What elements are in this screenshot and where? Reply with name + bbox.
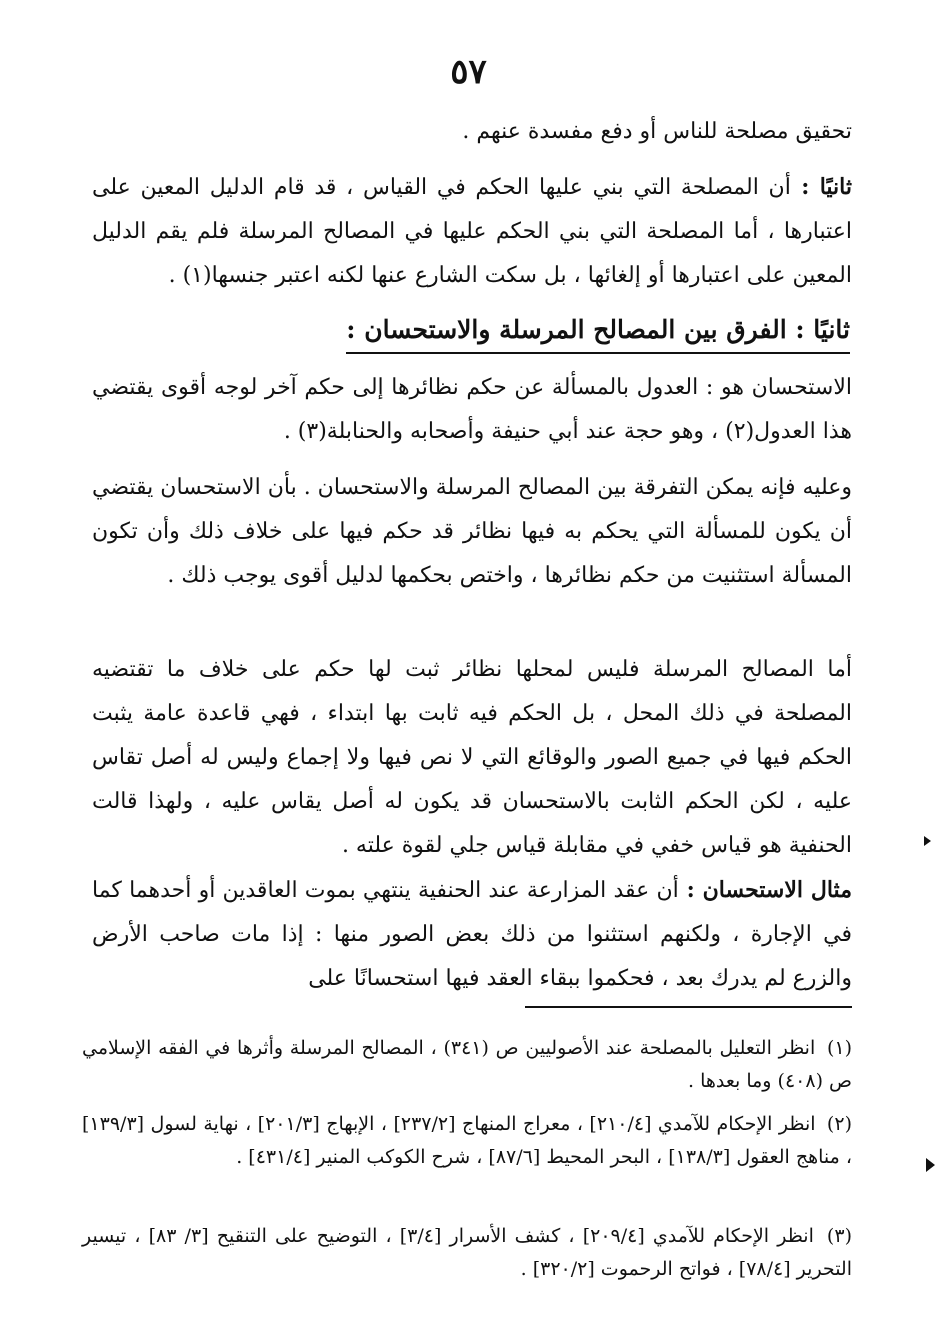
paragraph-5 (92, 648, 852, 868)
footnote-text: انظر الإحكام للآمدي [٢١٠/٤] ، معراج المنهاج [٢٣٧/٢] ، الإبهاج [٢٠١/٣] ، نهاية لسول [١٣٩/٣] ، مناهج العقول [١٣٨/٣] ، البحر المحيط [٨٧/٦] ، شرح الكوكب المنير [٤٣١/٤] . (82, 1113, 852, 1168)
footnote-number: (٣) (826, 1225, 852, 1247)
footnote-2 (82, 1108, 852, 1174)
paragraph-example (92, 868, 852, 1001)
example-body: أن عقد المزارعة عند الحنفية ينتهي بموت العاقدين أو أحدهما كما في الإجارة ، ولكنهم استثنوا من ذلك بعض الصور منها : إذا مات صاحب الأرض والزرع لم يدرك بعد ، فحكموا ببقاء العقد فيها استحسانًا على (92, 878, 852, 991)
example-lead: مثال الاستحسان : (678, 877, 852, 903)
paragraph-3 (92, 366, 852, 454)
footnote-number: (١) (826, 1037, 852, 1059)
footnote-number: (٢) (826, 1113, 852, 1135)
margin-mark (926, 1158, 935, 1172)
footnote-3 (82, 1220, 852, 1286)
paragraph-lead: ثانيًا : (790, 174, 853, 200)
paragraph-text: وعليه فإنه يمكن التفرقة بين المصالح المرسلة والاستحسان . بأن الاستحسان يقتضي أن يكون للمسألة التي يحكم به فيها نظائر قد حكم فيها على خلاف ذلك وأن تكون المسألة استثنيت من حكم نظائرها ، واختص بحكمها لدليل أقوى يوجب ذلك . (92, 475, 852, 588)
paragraph-body: أن المصلحة التي بني عليها الحكم في القياس ، قد قام الدليل المعين على اعتبارها ، أما المصلحة التي بني الحكم عليها في المصالح المرسلة فلم يقم الدليل المعين على اعتبارها أو إلغائها ، بل سكت الشارع عنها لكنه اعتبر جنسها(١) . (92, 175, 852, 288)
paragraph-text: أما المصالح المرسلة فليس لمحلها نظائر ثبت لها حكم على خلاف ما تقتضيه المصلحة في ذلك المحل ، بل الحكم فيه ثابت بها ابتداء ، فهي قاعدة عامة يثبت الحكم فيها في جميع الصور والوقائع التي لا نص فيها ولا إجماع وليس له أصل تقاس عليه ، لكن الحكم الثابت بالاستحسان قد يكون له أصل يقاس عليه ، ولهذا قالت الحنفية هو قياس خفي في مقابلة قياس جلي لقوة علته . (92, 657, 852, 858)
paragraph-text: تحقيق مصلحة للناس أو دفع مفسدة عنهم . (462, 119, 852, 144)
paragraph-text (92, 165, 852, 298)
paragraph-text: الاستحسان هو : العدول بالمسألة عن حكم نظائرها إلى حكم آخر لوجه أقوى يقتضي هذا العدول(٢) ، وهو حجة عند أبي حنيفة وأصحابه والحنابلة(٣) . (92, 375, 852, 444)
page-number: ٥٧ (450, 52, 487, 92)
paragraph-2 (92, 165, 852, 298)
footnote-text: انظر الإحكام للآمدي [٢٠٩/٤] ، كشف الأسرار [٣/٤] ، التوضيح على التنقيح [٣/ ٨٣] ، تيسير التحرير [٧٨/٤] ، فواتح الرحموت [٣٢٠/٢] . (82, 1225, 852, 1280)
section-heading: ثانيًا : الفرق بين المصالح المرسلة والاستحسان : (346, 310, 850, 354)
paragraph-text (92, 868, 852, 1001)
footnote-separator (525, 1006, 852, 1008)
footnote-text: انظر التعليل بالمصلحة عند الأصوليين ص (٣٤١) ، المصالح المرسلة وأثرها في الفقه الإسلامي ص (٤٠٨) وما بعدها . (82, 1037, 852, 1092)
paragraph-1 (92, 110, 852, 154)
footnote-1 (82, 1032, 852, 1098)
paragraph-4 (92, 466, 852, 598)
margin-mark (924, 836, 931, 846)
